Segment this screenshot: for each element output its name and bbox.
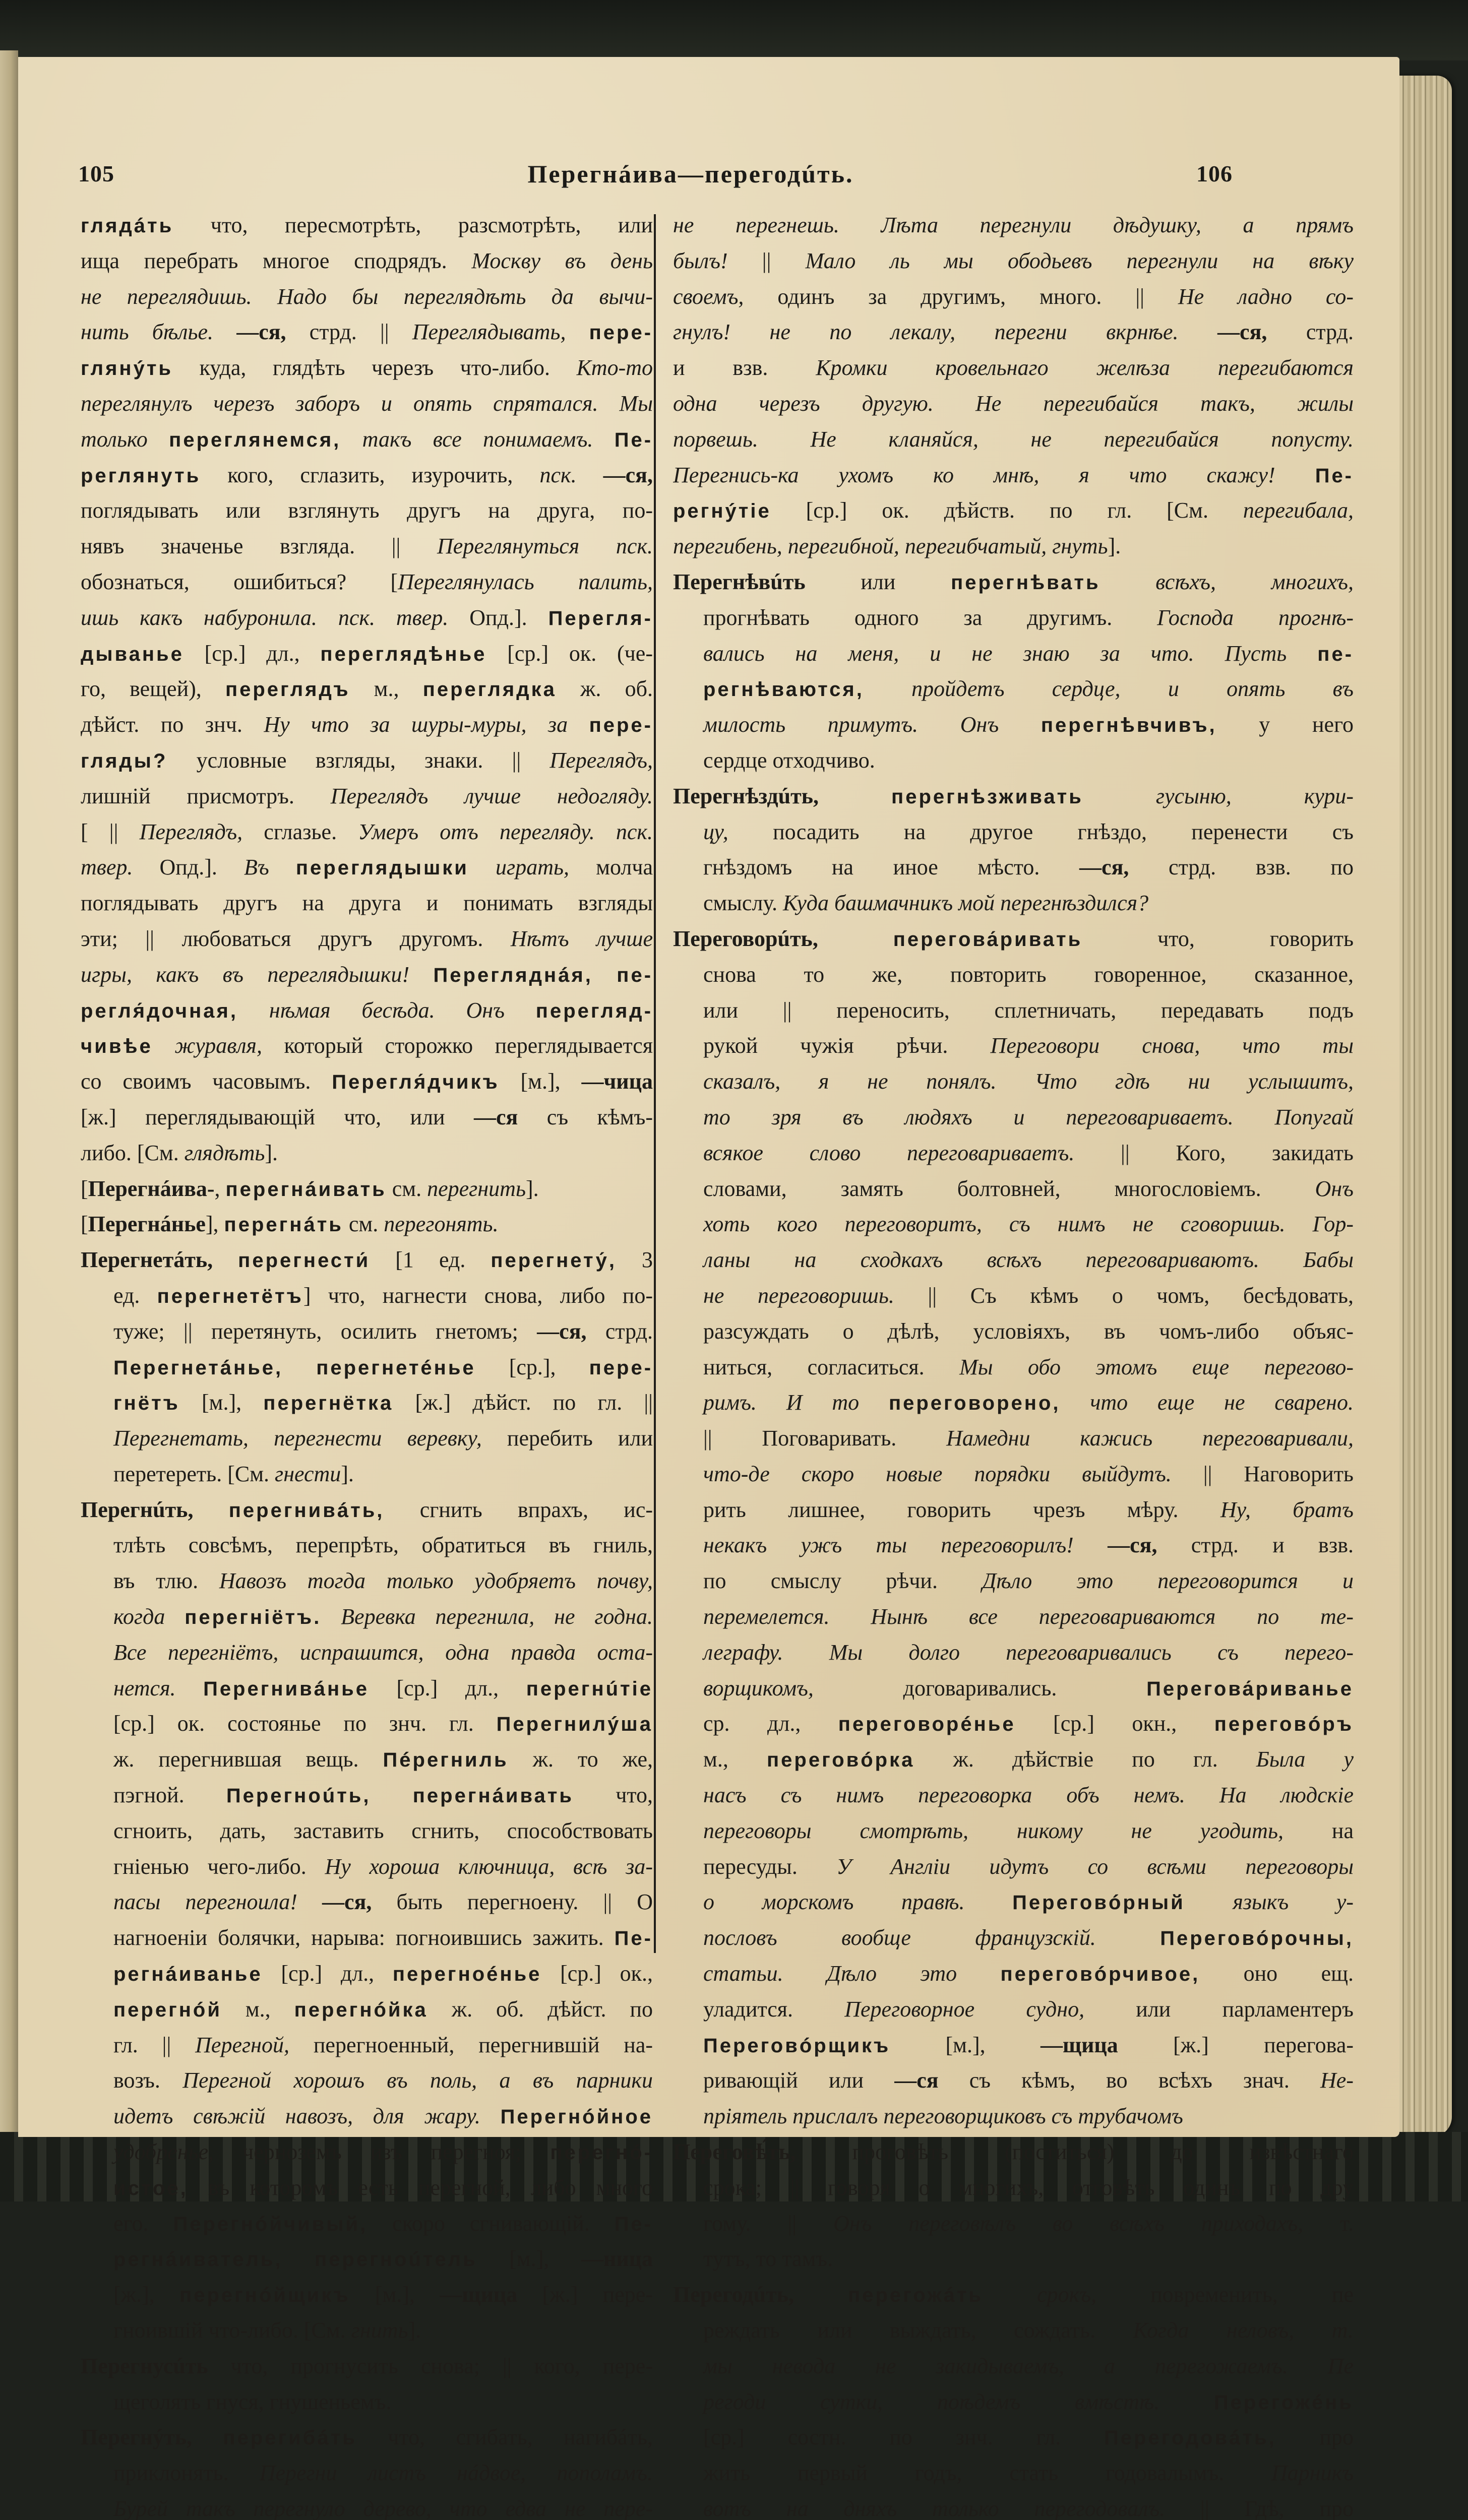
entry-headword-line: Перегодúть, перегожáть срокъ, повременить, пе	[673, 2282, 1354, 2307]
text-line: Бурей такъ перегнуло дерево, что едва не пере-	[113, 2496, 653, 2520]
text-line: [ж.] переглядывающій что, или —ся съ кѣмъ-	[81, 1104, 653, 1129]
text-line: статьи. Дѣло это переговóрчивое, оно ещ.	[703, 1961, 1354, 1986]
text-line: и взв. Кромки кровельнаго желѣза перегибаются	[673, 355, 1354, 381]
text-line: удобренье, черноземъ изъ перегноя; перегнó-	[113, 2139, 653, 2165]
text-line: щеголять гнуся, гнушеньемъ.	[113, 2389, 392, 2414]
text-line: глянýть куда, глядѣть черезъ что-либо. Кто-то	[81, 355, 653, 381]
text-line: срока; || говоря о многихъ, отговѣть одинъ по дру	[703, 2175, 1354, 2200]
text-line: переглянулъ черезъ заборъ и опять спрятался. Мы	[81, 391, 653, 416]
text-line: вались на меня, и не знаю за что. Пусть пе-	[703, 641, 1354, 666]
text-line: реждать или выждать, сождать. Когда неловъ, т.	[703, 2318, 1354, 2343]
text-line: го, вещей), переглядъ м., переглядка ж. об.	[81, 676, 653, 702]
text-line: Перегнетáнье, перегнетéнье [ср.], пере-	[113, 1354, 653, 1379]
text-line: сердце отходчиво.	[703, 747, 875, 773]
text-line: нявъ значенье взгляда. || Переглянуться пск.	[81, 534, 653, 559]
text-line: перетереть. [См. гнести].	[113, 1461, 354, 1486]
text-line: порвешь. Не кланяйся, не перегибайся попусту.	[673, 426, 1354, 452]
text-line: своемъ, одинъ за другимъ, много. || Не ладно со-	[673, 284, 1354, 309]
text-line: ниться, согласиться. Мы обо этомъ еще перегово-	[703, 1354, 1354, 1379]
text-line: гому. || Онъ переговѣлъ во всѣхъ приходахъ, т.	[703, 2211, 1354, 2236]
text-line: Все перегніётъ, испрашится, одна правда оста-	[113, 1640, 653, 1665]
text-line: || Поговаривать. Намедни кажись переговаривали,	[703, 1426, 1354, 1451]
text-line: поглядывать или взглянуть другъ на друга, по-	[81, 498, 653, 523]
text-line: ед. перегнетётъ] что, нагнести снова, либо по-	[113, 1283, 653, 1308]
text-line: сгноить, дать, заставить сгнить, способствовать	[113, 1818, 653, 1843]
text-line: истое, въ которомъ есть перегной, либо много	[113, 2175, 653, 2200]
text-line: пасы перегноила! —ся, быть перегноену. || О	[113, 1889, 653, 1915]
text-line: пересуды. У Англіи идутъ со всѣми переговоры	[703, 1854, 1354, 1879]
entry-headword-line: Переговѣ́ть, проговѣть (поститься) до извѣстнаго	[673, 2139, 1354, 2165]
text-line: м., переговóрка ж. дѣйствіе по гл. Была у	[703, 1747, 1354, 1772]
text-line: смыслу. Куда башмачникъ мой перегнѣздился?	[703, 891, 1149, 916]
text-line: перегибень, перегибной, перегибчатый, гнуть].	[673, 534, 1121, 559]
text-line: дыванье [ср.] дл., переглядѣнье [ср.] ок. (че-	[81, 641, 653, 666]
text-line: словами, замять болтовней, многословіемъ. Онъ	[703, 1176, 1354, 1201]
page-number-left: 105	[78, 161, 114, 186]
text-line: то зря въ людяхъ и переговариваетъ. Попугай	[703, 1104, 1354, 1129]
text-line: переговоры смотрѣть, никому не угодить, на	[703, 1818, 1354, 1843]
text-line: реглянуть кого, сглазить, изурочить, пск. —ся,	[81, 462, 653, 487]
text-line: пословъ вообще французскій. Переговóрочны,	[703, 1925, 1354, 1950]
text-line: ривающій или —ся съ кѣмъ, во всѣхъ знач. Не-	[703, 2068, 1354, 2093]
text-line: не переговоришь. || Съ кѣмъ о чомъ, бесѣдовать,	[703, 1283, 1354, 1308]
entry-headword-line: Перегнѣздúть, перегнѣзживать гусыню, кури-	[673, 783, 1354, 808]
text-line: идетъ свѣжій навозъ, для жару. Перегнóйное	[113, 2104, 653, 2129]
text-line: регоди сутки, поѣдемъ вмѣстѣ. Перегожéнь	[703, 2389, 1354, 2414]
text-line: [ср.] состн. по знч. гл. Перегодовáть, про	[703, 2425, 1354, 2450]
text-line: пэгной. Перегноúть, перегнáивать что,	[113, 1783, 653, 1808]
text-line: тутъ, то тамъ.	[703, 2246, 833, 2272]
text-line: леграфу. Мы долго переговаривались съ перего-	[703, 1640, 1354, 1665]
text-line: жить первый годъ, стать годовалымъ. Парникъ	[703, 2461, 1354, 2486]
text-line: [ж.], перегнóйщикъ [м.], —щица [ж.] пере-	[113, 2282, 653, 2307]
entry-headword-line: Перегнетáть, перегнести́ [1 ед. перегнету́, 3	[81, 1247, 653, 1273]
text-line: регля́дочная, нѣмая бесѣда. Онъ перегляд-	[81, 997, 653, 1023]
text-line: пріятель прислалъ переговорщиковъ съ трубачомъ	[703, 2104, 1183, 2129]
text-line: не перегнешь. Лѣта перегнули дѣдушку, а прямъ	[673, 213, 1354, 237]
entry-headword-line: Перегнúть, перегнивáть, сгнить впрахъ, ис-	[81, 1497, 653, 1522]
text-line: лишній присмотръ. Переглядъ лучше недогляду.	[81, 783, 653, 808]
text-line: не переглядишь. Надо бы переглядѣть да вычи-	[81, 284, 653, 309]
text-line: дѣйст. по знч. Ну что за шуры-муры, за пере-	[81, 712, 653, 737]
text-line: глядáть что, пересмотрѣть, разсмотрѣть, или	[81, 213, 653, 237]
entry-headword-line: Переговорúть, перегова́ривать что, говорить	[673, 926, 1354, 951]
text-line: въ тлю. Навозъ тогда только удобряетъ почву,	[113, 1568, 653, 1594]
text-line: прогнѣвать одного за другимъ. Господа прогнѣ-	[703, 605, 1354, 630]
text-line: сказалъ, я не понялъ. Что гдѣ ни услышитъ,	[703, 1069, 1354, 1094]
entry-headword-line: Перегнусúть что, прогнусить снова; || кого, пере-	[81, 2353, 653, 2378]
entry-headword-line: Перегнýть, перегибáть что, сгибать, нагибáть,	[81, 2425, 653, 2450]
text-line: некакъ ужъ ты переговорилъ! —ся, стрд. и взв.	[703, 1533, 1354, 1558]
text-line: только переглянемся, такъ все понимаемъ. Пе-	[81, 426, 653, 452]
text-line: поглядывать другъ на друга и понимать взгляды	[81, 891, 653, 916]
text-line: твер. Опд.]. Въ переглядышки играть, молча	[81, 855, 653, 880]
left-column	[81, 208, 653, 2520]
text-line: Перегнетать, перегнести веревку, перебить или	[113, 1426, 653, 1451]
text-line: ланы на сходкахъ всѣхъ переговариваютъ. Бабы	[703, 1247, 1354, 1273]
text-line: ишь какъ набуронила. пск. твер. Опд.]. Перегля-	[81, 605, 653, 630]
column-divider	[654, 214, 656, 1953]
text-line: снова то же, повторить говоренное, сказанное,	[703, 962, 1354, 987]
text-line: Переговóрщикъ [м.], —щица [ж.] перегова-	[703, 2032, 1354, 2057]
text-line: ворщикомъ, договаривались. Перегова́риванье	[703, 1675, 1354, 1700]
text-line: былъ! || Мало ль мы ободьевъ перегнули на вѣку	[673, 248, 1354, 273]
text-line: нагноеніи болячки, нарыва: погноившись зажить. Пе-	[113, 1925, 653, 1950]
text-line: когда перегніётъ. Веревка перегнила, не годна.	[113, 1604, 653, 1629]
text-line: ища перебрать многое сподрядъ. Москву въ день	[81, 248, 653, 273]
text-line: о морскомъ правѣ. Переговóрный языкъ у-	[703, 1889, 1354, 1915]
text-line: возъ. Перегной хорошъ въ поль, а въ парники	[113, 2068, 653, 2093]
background-top	[0, 0, 1468, 60]
text-line: со своимъ часовымъ. Перегля́дчикъ [м.], —чица	[81, 1069, 653, 1094]
previous-page-edge	[0, 50, 18, 2147]
text-line: или || переносить, сплетничать, передавать подъ	[703, 997, 1354, 1023]
text-line: Перегнись-ка ухомъ ко мнѣ, я что скажу! Пе-	[673, 462, 1354, 487]
text-line: гнѣздомъ на иное мѣсто. —ся, стрд. взв. по	[703, 855, 1354, 880]
running-head-title: Перегнáива—перегодúть.	[527, 160, 854, 188]
text-line: уладится. Переговорное судно, или парламентеръ	[703, 1996, 1354, 2022]
text-line: гноившій что-либо. [См. гнить].	[113, 2318, 421, 2343]
text-line: чивѣе журавля, который сторожко переглядывается	[81, 1033, 653, 1058]
right-column	[673, 208, 1354, 2520]
text-line: регнѣваются, пройдетъ сердце, и опять въ	[703, 676, 1354, 702]
text-line: нить бѣлье. —ся, стрд. || Переглядывать, пере-	[81, 320, 653, 345]
text-line: одна черезъ другую. Не перегибайся такъ, жилы	[673, 391, 1354, 416]
text-line: милость примутъ. Онъ перегнѣвчивъ, у него	[703, 712, 1354, 737]
text-line: ср. дл., переговорéнье [ср.] окн., переговóръ	[703, 1711, 1354, 1736]
text-line: его. Перегнóйчивый, скоро сгнивающій. Пе-	[113, 2211, 653, 2236]
entry-headword-line: Перегнѣвúть или перегнѣвать всѣхъ, многихъ,	[673, 569, 1354, 594]
text-line: регнáиванье [ср.] дл., перегноéнье [ср.] ок.,	[113, 1961, 653, 1986]
text-line: [ср.] ок. состоянье по знч. гл. Перегнилýша	[113, 1711, 653, 1736]
text-line: гнётъ [м.], перегнётка [ж.] дѣйст. по гл. ||	[113, 1390, 653, 1415]
text-line: что-де скоро новые порядки выйдутъ. || Наговорить	[703, 1461, 1354, 1486]
text-line: гляды? условные взгляды, знаки. || Переглядъ,	[81, 747, 653, 773]
text-line: перемелется. Нынѣ все переговариваются по те-	[703, 1604, 1354, 1629]
page-number-right: 106	[1196, 161, 1233, 186]
text-line: приклонять. Перегни листъ нáдвое, пополамъ.	[113, 2461, 653, 2486]
text-line: гніенью чего-либо. Ну хороша ключница, всѣ за-	[113, 1854, 653, 1879]
text-line: эти; || любоваться другъ другомъ. Нѣтъ лучше	[81, 926, 653, 951]
text-line: хоть кого переговоритъ, съ нимъ не сговоришь. Гор-	[703, 1212, 1354, 1237]
text-line: вотъ на дняхъ только перегодовалъ. || Гдѣ, про	[703, 2496, 1354, 2520]
text-line: либо. [См. глядѣть].	[81, 1140, 278, 1165]
text-line: игры, какъ въ переглядышки! Перегляднáя, пе-	[81, 962, 653, 987]
text-line: насъ съ нимъ переговорка объ немъ. На людскіе	[703, 1783, 1354, 1808]
text-line: перегнóй м., перегнóйка ж. об. дѣйст. по	[113, 1996, 653, 2022]
text-line: разсуждать о дѣлѣ, условіяхъ, въ чомъ-либо объяс-	[703, 1318, 1354, 1344]
text-line: мы невода не закидываемъ, а перегожаемъ. Пе	[703, 2353, 1354, 2378]
text-line: по смыслу рѣчи. Дѣло это переговорится и	[703, 1568, 1354, 1594]
text-line: римъ. И то переговорено, что еще не сварено.	[703, 1390, 1354, 1415]
text-line: [ || Переглядъ, сглазье. Умеръ отъ перегляду. пск.	[81, 819, 653, 844]
text-line: цу, посадить на другое гнѣздо, перенести съ	[703, 819, 1354, 844]
text-line: рукой чужія рѣчи. Переговори снова, что ты	[703, 1033, 1354, 1058]
text-line: всякое слово переговариваетъ. || Кого, закидать	[703, 1140, 1354, 1165]
text-line: рить лишнее, говорить чрезъ мѣру. Ну, братъ	[703, 1497, 1354, 1522]
text-line: гнулъ! не по лекалу, перегни вкрнѣе. —ся, стрд.	[673, 320, 1354, 345]
text-line: гл. || Перегной, перегноенный, перегнившій на-	[113, 2032, 653, 2057]
text-line: обознаться, ошибиться? [Переглянулась палить,	[81, 569, 653, 594]
page-stack-edge	[1396, 76, 1452, 2137]
text-line: тлѣть совсѣмъ, перепрѣть, обратиться въ гниль,	[113, 1533, 653, 1558]
text-line: регнýтіе [ср.] ок. дѣйств. по гл. [См. перегибала,	[673, 498, 1354, 523]
entry-headword-line: [Перегнáнье], перегнáть см. перегонять.	[81, 1212, 499, 1237]
entry-headword-line: [Перегнáива-, перегнáивать см. перегнить].	[81, 1176, 539, 1201]
text-line: регнáиватель, перегноúтель [м.], —ница	[113, 2246, 653, 2272]
text-line: ж. перегнившая вещь. Пéрегниль ж. то же,	[113, 1747, 653, 1772]
text-line: туже; || перетянуть, осилить гнетомъ; —ся, стрд.	[113, 1318, 653, 1344]
text-line: нется. Перегнивáнье [ср.] дл., перегнúтіе	[113, 1675, 653, 1700]
